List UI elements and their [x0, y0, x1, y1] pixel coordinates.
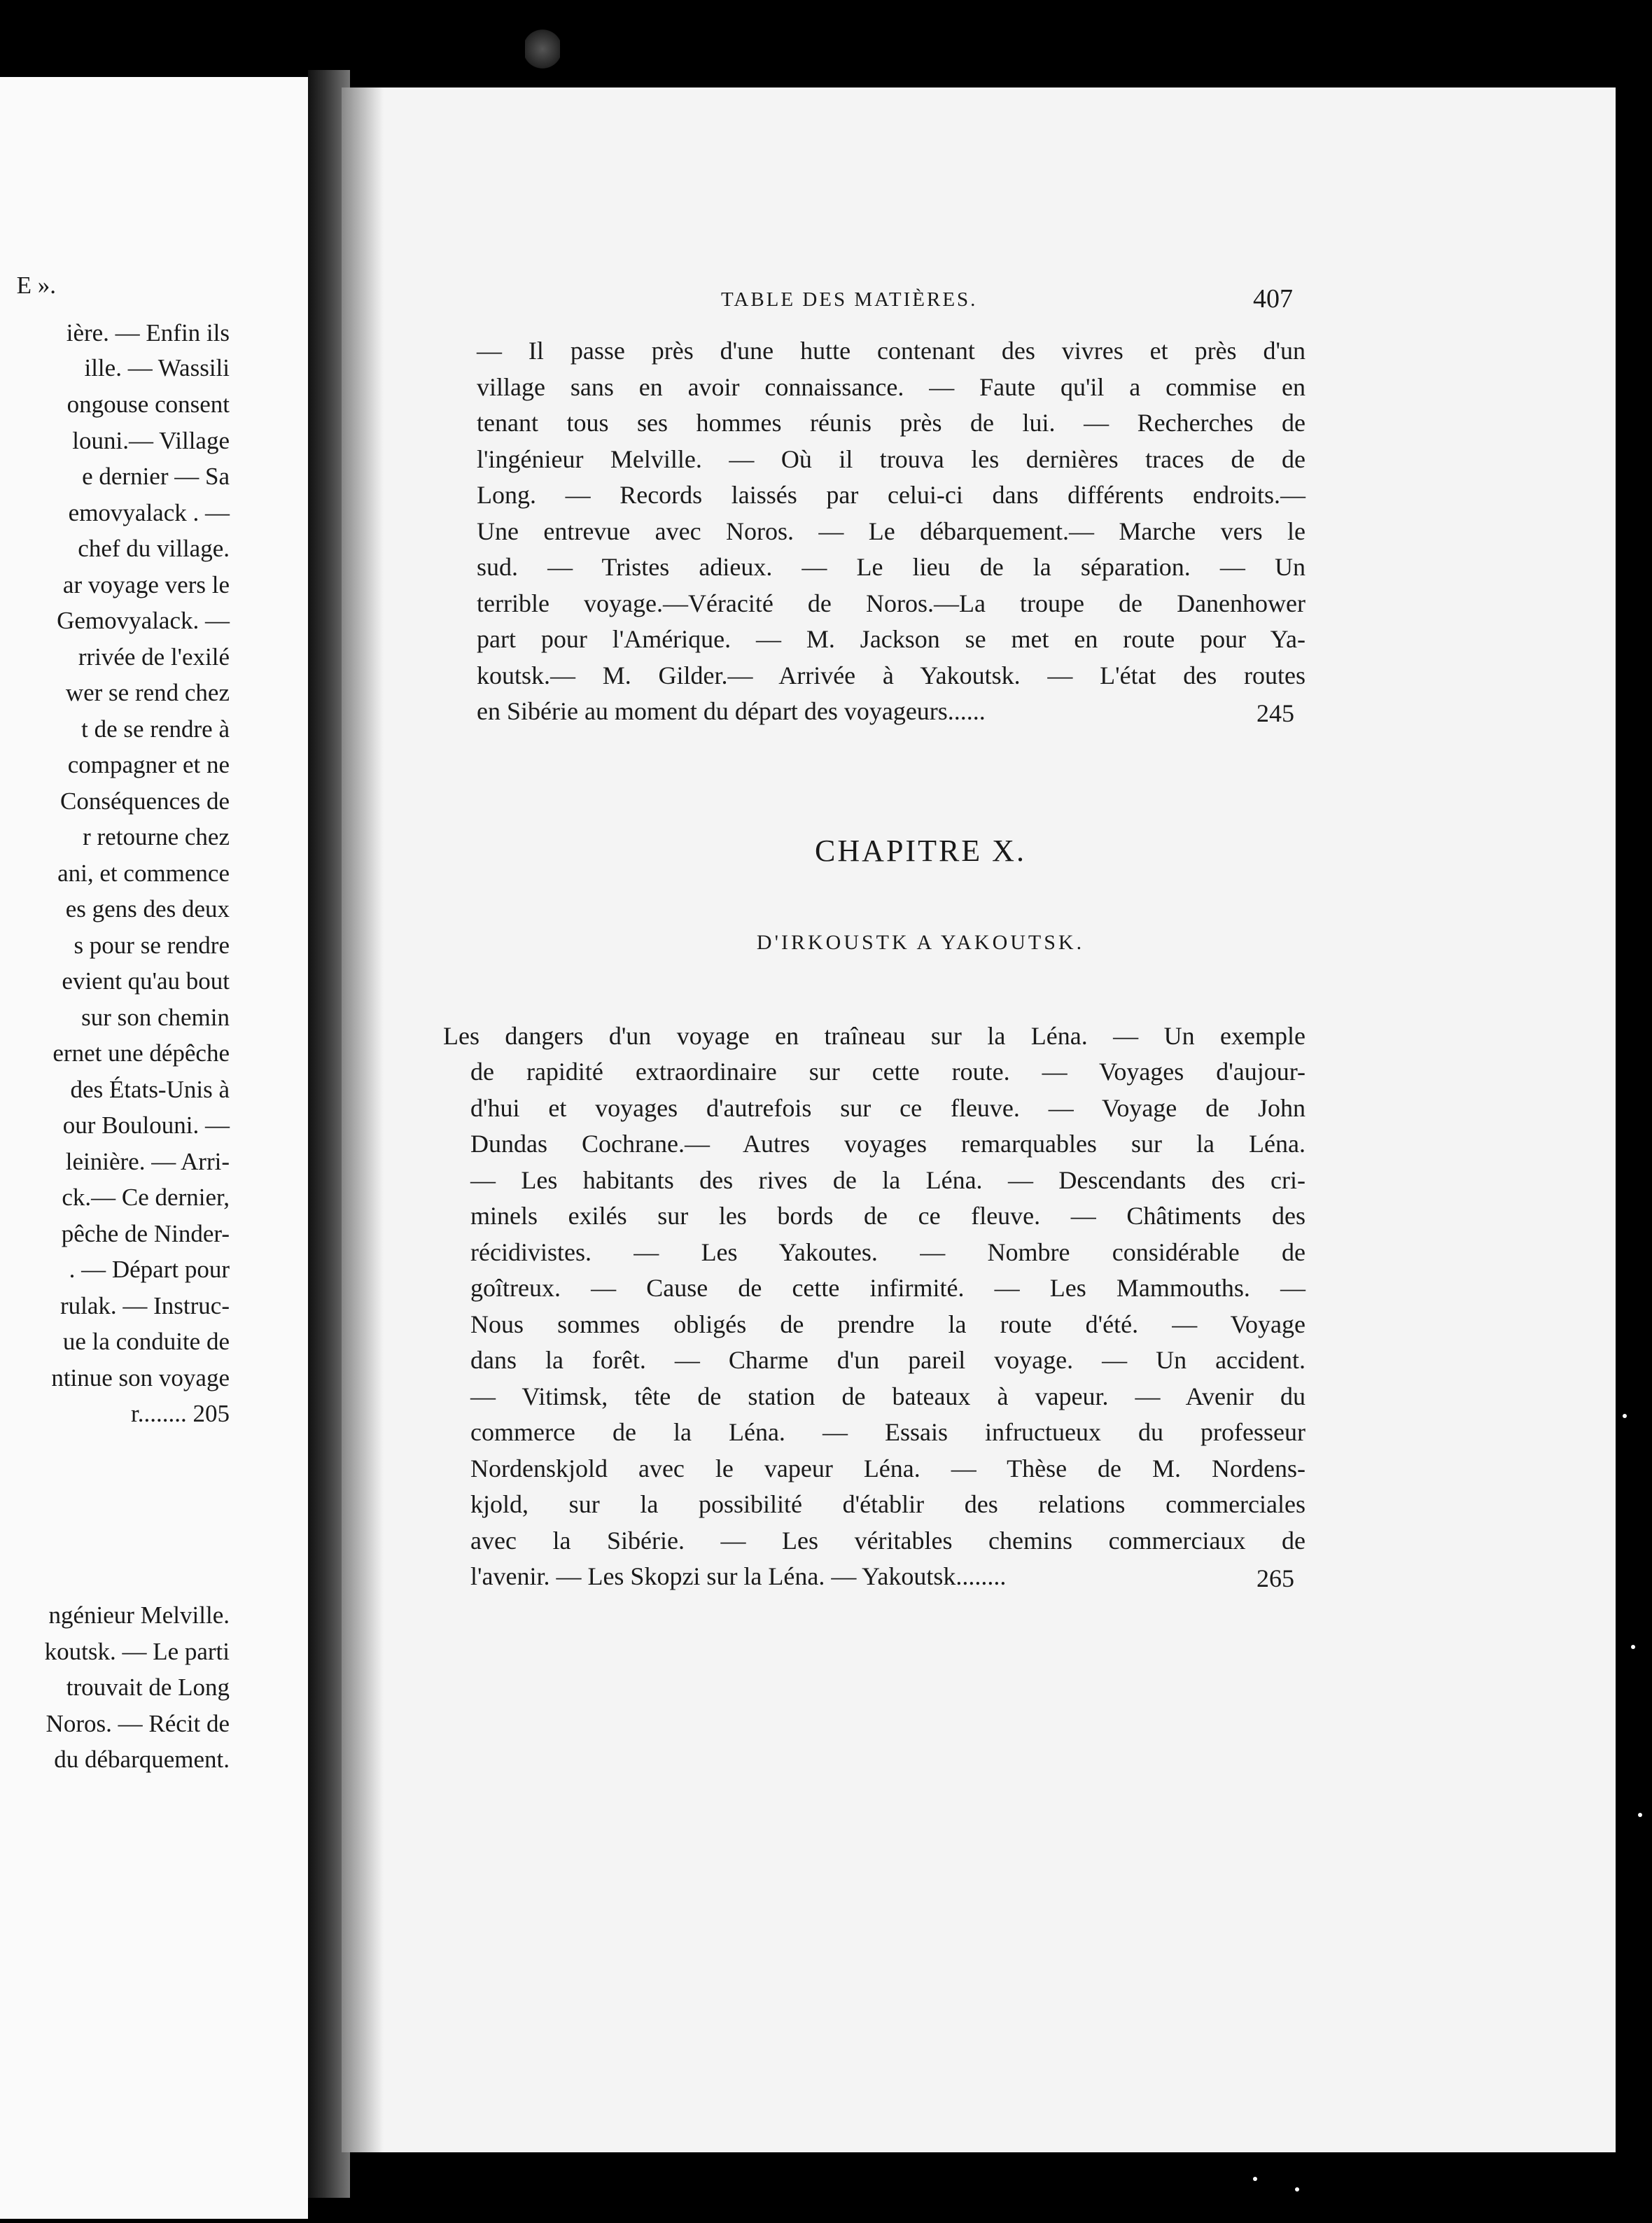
- left-line: ani, et commence: [57, 860, 230, 887]
- left-line: Conséquences de: [59, 787, 230, 815]
- page-number: 407: [1253, 284, 1293, 314]
- summary-line: commerce de la Léna. — Essais infructueux du professeur: [470, 1418, 1306, 1446]
- summary-line: l'ingénieur Melville. — Où il trouva les dernières traces de de: [477, 445, 1306, 473]
- left-line: Noros. — Récit de: [46, 1710, 230, 1737]
- summary-line: Les dangers d'un voyage en traîneau sur la Léna. — Un exemple: [443, 1022, 1306, 1050]
- chapter-subtitle: D'IRKOUSTK A YAKOUTSK.: [756, 931, 1085, 954]
- left-line: ille. — Wassili: [84, 354, 230, 381]
- page-shadow: [342, 87, 384, 2152]
- left-line: our Boulouni. —: [62, 1112, 230, 1139]
- left-line: e dernier — Sa: [82, 463, 230, 490]
- left-line: evient qu'au bout: [62, 967, 230, 995]
- left-line: louni.— Village: [72, 427, 230, 454]
- summary-line: dans la forêt. — Charme d'un pareil voyage. — Un accident.: [470, 1346, 1306, 1374]
- summary-line: kjold, sur la possibilité d'établir des relations commerciales: [470, 1490, 1306, 1518]
- left-line: wer se rend chez: [65, 679, 230, 706]
- left-line: compagner et ne: [67, 751, 230, 778]
- left-line: du débarquement.: [54, 1746, 230, 1773]
- left-line: ière. — Enfin ils: [66, 319, 230, 346]
- left-line: es gens des deux: [65, 895, 230, 923]
- left-line: ue la conduite de: [62, 1328, 230, 1355]
- left-line: r retourne chez: [83, 823, 230, 850]
- left-line: rrivée de l'exilé: [78, 643, 230, 671]
- summary-line: goîtreux. — Cause de cette infirmité. — Les Mammouths. —: [470, 1274, 1306, 1302]
- left-line: ngénieur Melville.: [48, 1601, 230, 1629]
- left-line: rulak. — Instruc-: [59, 1292, 230, 1319]
- scan-speck: [1631, 1645, 1635, 1649]
- left-line: ntinue son voyage: [51, 1364, 230, 1391]
- summary-line: en Sibérie au moment du départ des voyageurs......: [477, 697, 986, 725]
- page-reference: 245: [1256, 699, 1294, 727]
- summary-line: koutsk.— M. Gilder.— Arrivée à Yakoutsk. — L'état des routes: [477, 661, 1306, 689]
- left-line: s pour se rendre: [74, 932, 230, 959]
- scan-speck: [1638, 1813, 1642, 1817]
- summary-line: récidivistes. — Les Yakoutes. — Nombre considérable de: [470, 1238, 1306, 1266]
- left-line: . — Départ pour: [69, 1256, 230, 1283]
- summary-line: avec la Sibérie. — Les véritables chemins commerciaux de: [470, 1527, 1306, 1555]
- left-line: r........ 205: [131, 1400, 230, 1427]
- left-line: ck.— Ce dernier,: [62, 1184, 230, 1211]
- left-facing-page: [0, 77, 308, 2219]
- left-line: emovyalack . —: [68, 499, 230, 526]
- summary-line: Nordenskjold avec le vapeur Léna. — Thèse de M. Nordens-: [470, 1454, 1306, 1482]
- summary-line: l'avenir. — Les Skopzi sur la Léna. — Yakoutsk........: [470, 1562, 1007, 1590]
- left-line: ernet une dépêche: [52, 1039, 230, 1067]
- summary-line: sud. — Tristes adieux. — Le lieu de la séparation. — Un: [477, 553, 1306, 581]
- summary-line: Dundas Cochrane.— Autres voyages remarquables sur la Léna.: [470, 1130, 1306, 1158]
- chapter-title: CHAPITRE X.: [815, 834, 1026, 868]
- page-reference: 265: [1256, 1564, 1294, 1592]
- summary-line: de rapidité extraordinaire sur cette route. — Voyages d'aujour-: [470, 1058, 1306, 1086]
- running-header: TABLE DES MATIÈRES.: [721, 288, 978, 311]
- summary-line: tenant tous ses hommes réunis près de lui. — Recherches de: [477, 409, 1306, 437]
- scan-speck: [1623, 1414, 1627, 1418]
- scan-artifact: [525, 28, 560, 70]
- summary-line: Une entrevue avec Noros. — Le débarquement.— Marche vers le: [477, 517, 1306, 545]
- left-line: sur son chemin: [81, 1004, 230, 1031]
- left-line: ongouse consent: [66, 391, 230, 418]
- left-line: t de se rendre à: [81, 715, 230, 743]
- summary-line: terrible voyage.—Véracité de Noros.—La troupe de Danenhower: [477, 589, 1306, 617]
- summary-line: part pour l'Amérique. — M. Jackson se met en route pour Ya-: [477, 625, 1306, 653]
- summary-line: — Vitimsk, tête de station de bateaux à vapeur. — Avenir du: [470, 1382, 1306, 1410]
- left-line: Gemovyalack. —: [57, 607, 230, 634]
- left-line: koutsk. — Le parti: [44, 1638, 230, 1665]
- left-line: E ».: [16, 272, 56, 299]
- left-line: pêche de Ninder-: [61, 1220, 230, 1247]
- left-line: leinière. — Arri-: [65, 1148, 230, 1175]
- left-line: chef du village.: [78, 535, 230, 562]
- summary-line: — Il passe près d'une hutte contenant des vivres et près d'un: [477, 337, 1306, 365]
- summary-line: d'hui et voyages d'autrefois sur ce fleuve. — Voyage de John: [470, 1094, 1306, 1122]
- scan-speck: [1295, 2187, 1299, 2192]
- scan-speck: [1253, 2177, 1257, 2181]
- left-line: des États-Unis à: [70, 1076, 230, 1103]
- summary-line: — Les habitants des rives de la Léna. — Descendants des cri-: [470, 1166, 1306, 1194]
- left-line: trouvait de Long: [66, 1674, 230, 1701]
- summary-line: minels exilés sur les bords de ce fleuve. — Châtiments des: [470, 1202, 1306, 1230]
- left-line: ar voyage vers le: [62, 571, 230, 598]
- summary-line: village sans en avoir connaissance. — Faute qu'il a commise en: [477, 373, 1306, 401]
- summary-line: Nous sommes obligés de prendre la route d'été. — Voyage: [470, 1310, 1306, 1338]
- summary-line: Long. — Records laissés par celui-ci dans différents endroits.—: [477, 481, 1306, 509]
